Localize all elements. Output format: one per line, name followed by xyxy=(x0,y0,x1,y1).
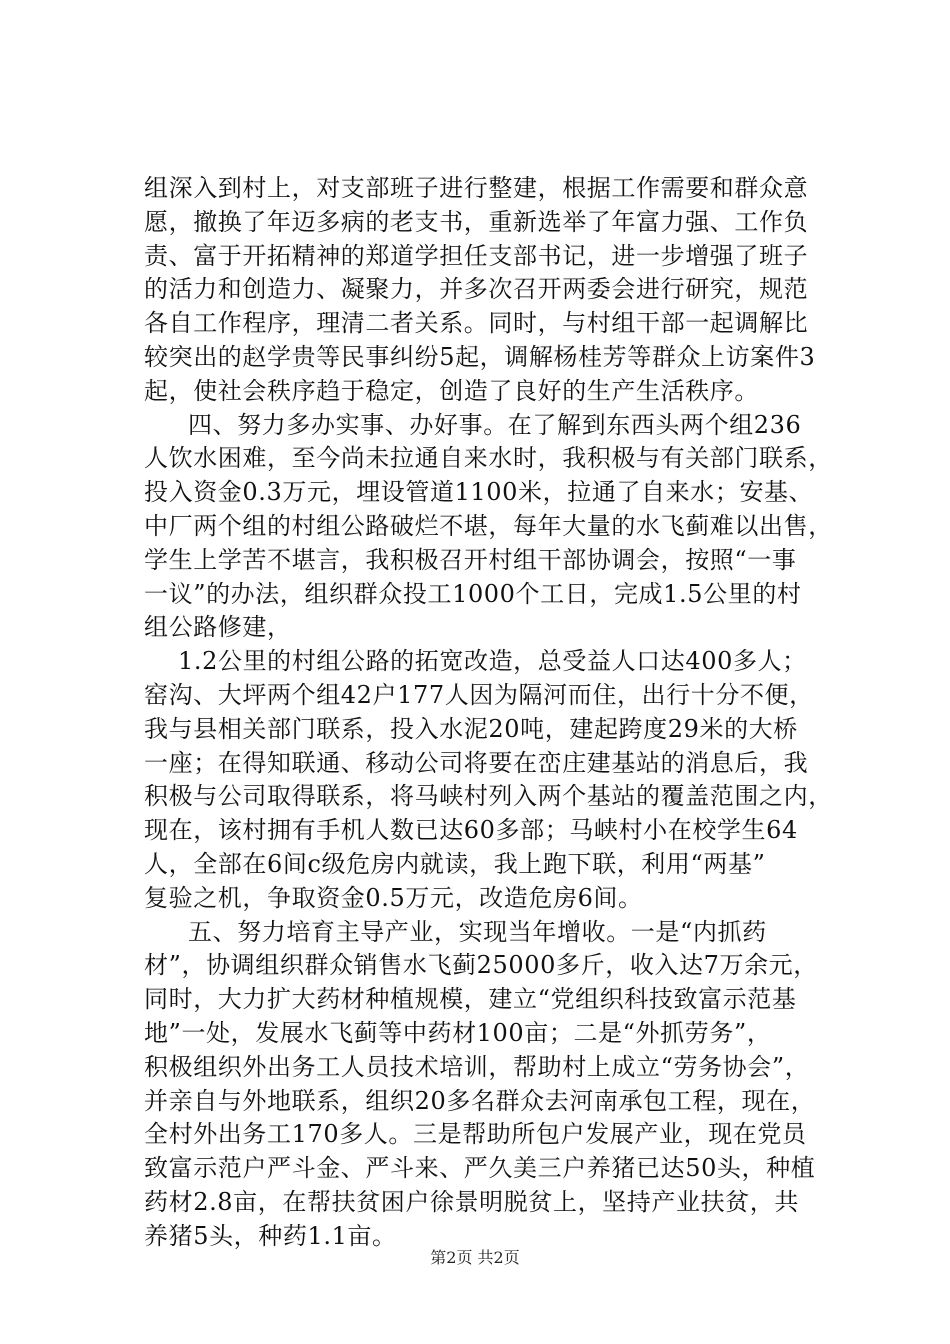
document-body xyxy=(144,172,844,1254)
text-line: 养猪5头，种药1.1亩。 xyxy=(144,1221,397,1250)
text-line: 现在，该村拥有手机人数已达60多部；马峡村小在校学生64 xyxy=(144,816,798,845)
text-line: 组公路修建， xyxy=(144,613,292,642)
text-line: 窑沟、大坪两个组42户177人因为隔河而住，出行十分不便， xyxy=(144,680,814,709)
text-line: 一座；在得知联通、移动公司将要在峦庄建基站的消息后，我 xyxy=(144,748,809,777)
text-line: 致富示范户严斗金、严斗来、严久美三户养猪已达50头，种植 xyxy=(144,1154,816,1183)
text-line: 组深入到村上，对支部班子进行整建，根据工作需要和群众意 xyxy=(144,174,809,202)
text-line: 全村外出务工170多人。三是帮助所包户发展产业，现在党员 xyxy=(144,1120,807,1149)
text-line: 的活力和创造力、凝聚力，并多次召开两委会进行研究，规范 xyxy=(144,275,809,304)
text-line: 中厂两个组的村组公路破烂不堪，每年大量的水飞蓟难以出售， xyxy=(144,511,833,540)
text-line: 地”一处，发展水飞蓟等中药材100亩；二是“外抓劳务”， xyxy=(144,1018,772,1047)
text-line: 一议”的办法，组织群众投工1000个工日，完成1.5公里的村 xyxy=(144,579,802,608)
text-line: 五、努力培育主导产业，实现当年增收。一是“内抓药 xyxy=(188,917,767,946)
text-line: 同时，大力扩大药材种植规模，建立“党组织科技致富示范基 xyxy=(144,985,797,1014)
text-line: 愿，撤换了年迈多病的老支书，重新选举了年富力强、工作负 xyxy=(144,207,809,236)
text-line: 1.2公里的村组公路的拓宽改造，总受益人口达400多人； xyxy=(178,647,807,676)
text-line: 积极组织外出务工人员技术培训，帮助村上成立“劳务协会”， xyxy=(144,1052,810,1081)
text-line: 起，使社会秩序趋于稳定，创造了良好的生产生活秩序。 xyxy=(144,376,759,405)
page-footer: 第2页 共2页 xyxy=(430,1248,520,1267)
text-line: 投入资金0.3万元，埋设管道1100米，拉通了自来水；安基、 xyxy=(144,478,814,507)
text-line: 积极与公司取得联系，将马峡村列入两个基站的覆盖范围之内， xyxy=(144,782,833,811)
text-line: 人，全部在6间c级危房内就读，我上跑下联，利用“两基” xyxy=(144,849,766,878)
text-line: 并亲自与外地联系，组织20多名群众去河南承包工程，现在， xyxy=(144,1086,816,1115)
text-line: 我与县相关部门联系，投入水泥20吨，建起跨度29米的大桥 xyxy=(144,714,798,743)
text-line: 责、富于开拓精神的郑道学担任支部书记，进一步增强了班子 xyxy=(144,241,809,270)
text-line: 人饮水困难，至今尚未拉通自来水时，我积极与有关部门联系， xyxy=(144,444,833,473)
text-line: 学生上学苦不堪言，我积极召开村组干部协调会，按照“一事 xyxy=(144,545,797,574)
text-line: 药材2.8亩，在帮扶贫困户徐景明脱贫上，坚持产业扶贫，共 xyxy=(144,1187,799,1216)
text-line: 较突出的赵学贵等民事纠纷5起，调解杨桂芳等群众上访案件3 xyxy=(144,342,816,371)
text-line: 复验之机，争取资金0.5万元，改造危房6间。 xyxy=(144,883,643,912)
text-line: 各自工作程序，理清二者关系。同时，与村组干部一起调解比 xyxy=(144,309,809,338)
text-line: 四、努力多办实事、办好事。在了解到东西头两个组236 xyxy=(188,410,802,439)
text-line: 材”，协调组织群众销售水飞蓟25000多斤，收入达7万余元， xyxy=(144,951,818,980)
